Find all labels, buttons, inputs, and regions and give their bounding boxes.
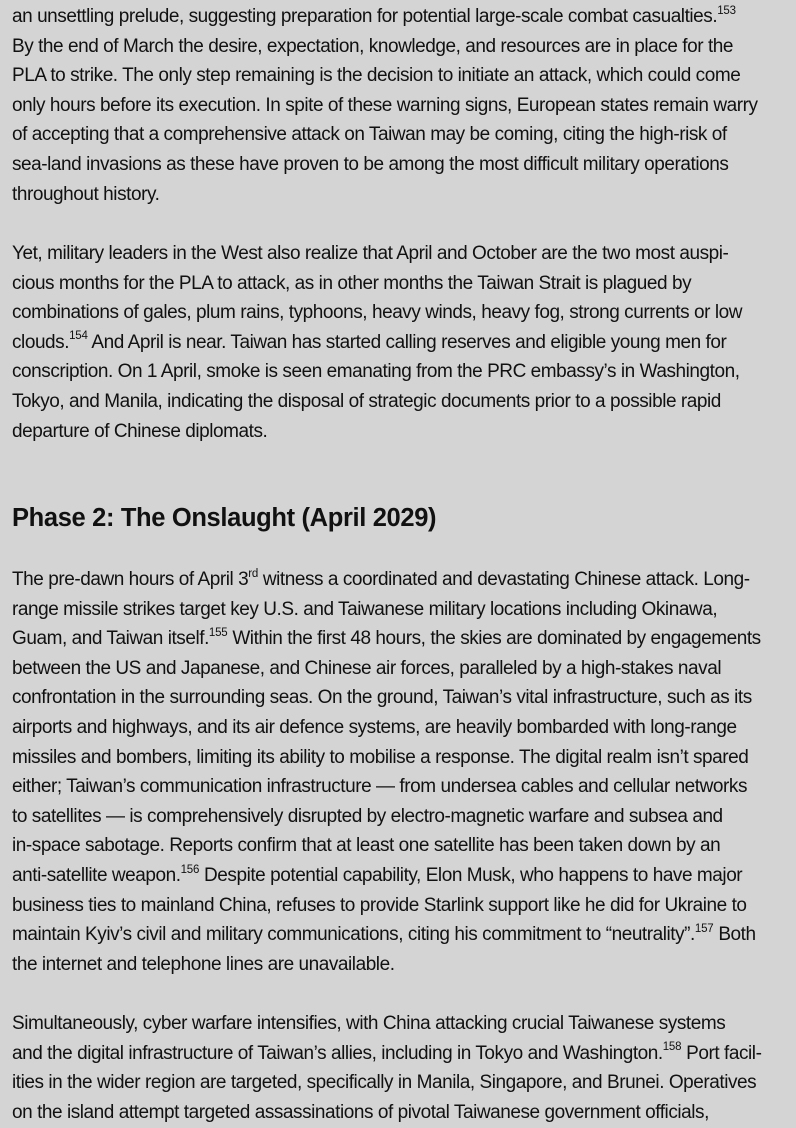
text-line: an unsettling prelude, suggesting preparation for potential large-scale combat casualties.$^{153}$ [12, 4, 736, 27]
footnote-ref: 156 [180, 863, 200, 876]
footnote-ref: 157 [694, 922, 714, 935]
text-line: conscription. On 1 April, smoke is seen emanating from the PRC embassy’s in Washington, [12, 361, 740, 383]
footnote-ref: 154 [69, 330, 88, 343]
text-line: throughout history. [12, 183, 160, 205]
text-line: either; Taiwan’s communication infrastructure — from undersea cables and cellular networks [12, 776, 747, 798]
text-line: sea-land invasions as these have proven to be among the most difficult military operations [12, 154, 729, 175]
footnote-ref: 155 [208, 626, 228, 639]
text-line: missiles and bombers, limiting its ability to mobilise a response. The digital realm isn’t spared [12, 746, 749, 768]
text-line: to satellites — is comprehensively disrupted by electro-magnetic warfare and subsea and [12, 805, 723, 827]
text-line: the internet and telephone lines are unavailable. [12, 953, 395, 975]
text-line: maintain Kyiv’s civil and military communications, citing his commitment to “neutrality”.$^{157}$ Both [12, 922, 756, 946]
text-line: only hours before its execution. In spite of these warning signs, European states remain warry [12, 94, 758, 116]
text-line: cious months for the PLA to attack, as in other months the Taiwan Strait is plagued by [12, 272, 692, 294]
text-line: Yet, military leaders in the West also realize that April and October are the two most auspi- [12, 243, 729, 264]
text-line: of accepting that a comprehensive attack on Taiwan may be coming, citing the high-risk of [12, 124, 727, 146]
text-line: anti-satellite weapon.$^{156}$ Despite potential capability, Elon Musk, who happens to have major [12, 863, 743, 886]
text-line: The pre-dawn hours of April 3rd witness a coordinated and devastating Chinese attack. Long- [12, 567, 750, 590]
text-line: combinations of gales, plum rains, typhoons, heavy winds, heavy fog, strong currents or low [12, 302, 742, 324]
text-line: clouds.$^{154}$ And April is near. Taiwan has started calling reserves and eligible young men for [12, 330, 727, 353]
text-line: on the island attempt targeted assassinations of pivotal Taiwanese government officials, [12, 1101, 709, 1123]
text-line: Simultaneously, cyber warfare intensifies, with China attacking crucial Taiwanese systems [12, 1013, 726, 1034]
text-line: range missile strikes target key U.S. and Taiwanese military locations including Okinawa, [12, 598, 718, 620]
text-line: in-space sabotage. Reports confirm that at least one satellite has been taken down by an [12, 835, 721, 857]
text-line: between the US and Japanese, and Chinese air forces, paralleled by a high-stakes naval [12, 657, 722, 679]
footnote-ref: 153 [717, 4, 736, 17]
text-line: and the digital infrastructure of Taiwan’s allies, including in Tokyo and Washington.$^{158}$ Port facil- [12, 1041, 762, 1064]
text-line: business ties to mainland China, refuses to provide Starlink support like he did for Ukraine to [12, 894, 747, 916]
text-line: airports and highways, and its air defence systems, are heavily bombarded with long-range [12, 717, 737, 738]
text-line: ities in the wider region are targeted, specifically in Manila, Singapore, and Brunei. Operatives [12, 1072, 757, 1094]
text-line: PLA to strike. The only step remaining is the decision to initiate an attack, which could come [12, 65, 741, 87]
text-line: Tokyo, and Manila, indicating the disposal of strategic documents prior to a possible rapid [12, 391, 721, 412]
section-heading: Phase 2: The Onslaught (April 2029) [12, 504, 437, 532]
text-line: Guam, and Taiwan itself.$^{155}$ Within the first 48 hours, the skies are dominated by engagements [12, 626, 761, 650]
text-line: By the end of March the desire, expectation, knowledge, and resources are in place for the [12, 35, 734, 57]
text-line: departure of Chinese diplomats. [12, 420, 268, 442]
footnote-ref: 158 [662, 1041, 682, 1054]
text-line: confrontation in the surrounding seas. On the ground, Taiwan’s vital infrastructure, such as its [12, 687, 752, 709]
ordinal-suffix: rd [248, 567, 259, 580]
